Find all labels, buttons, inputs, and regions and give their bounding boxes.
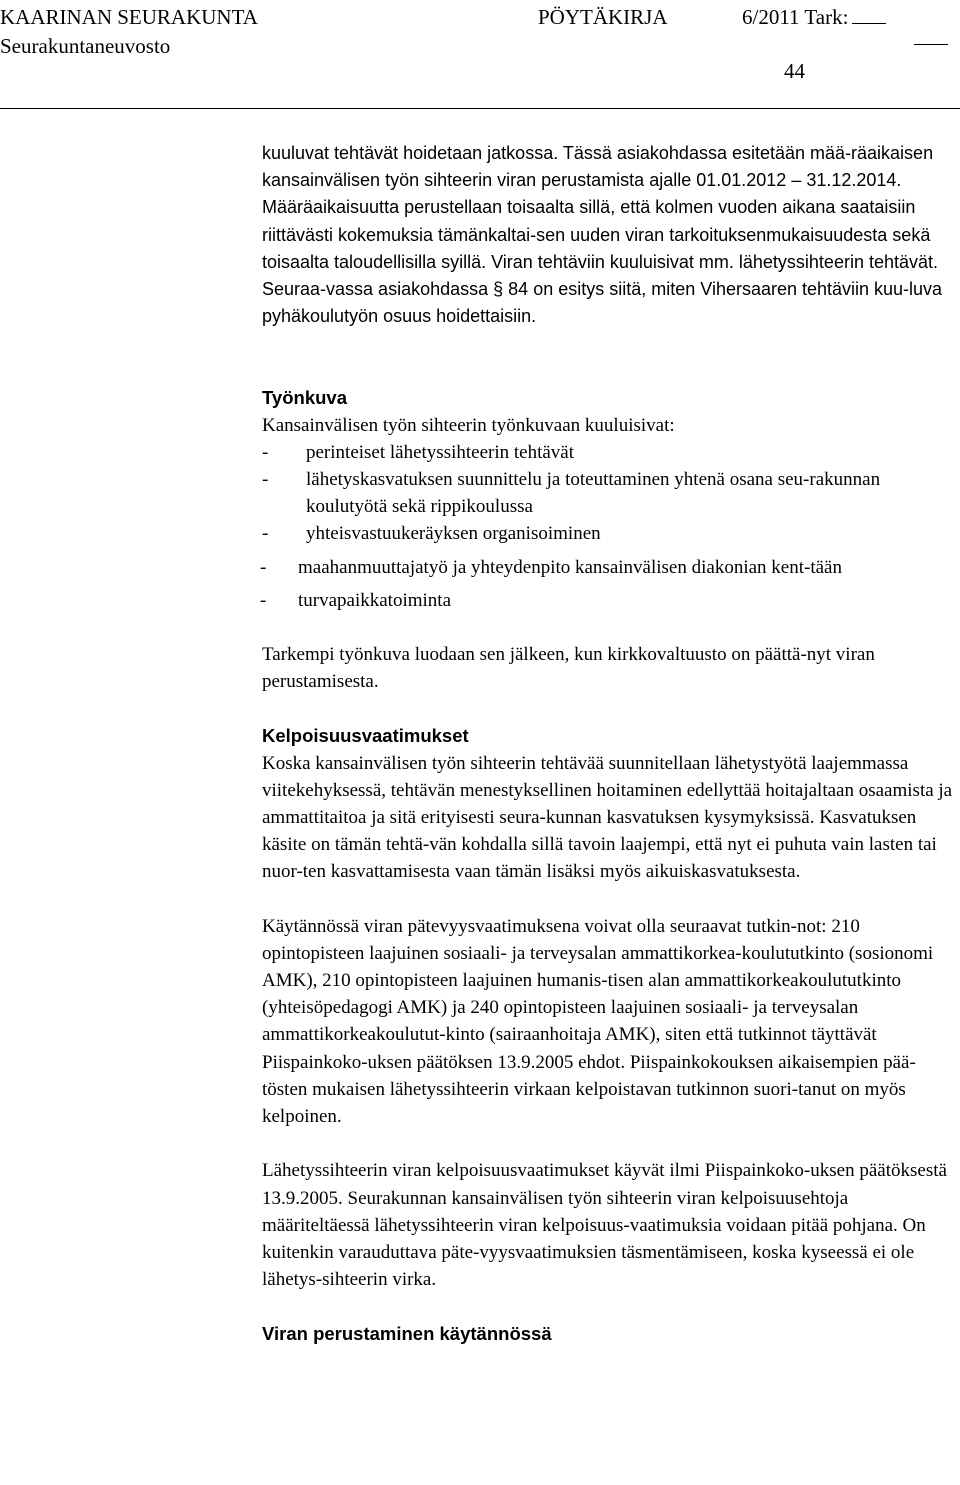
section-symbol: § [493, 279, 504, 300]
intro-text-1: kuuluvat tehtävät hoidetaan jatkossa. Tässä asiakohdassa esitetään mää-räaikaisen kansainvälisen työn sihteerin viran perustamista ajalle 01.01.2012 – 31.12.2014. Määräaikaisuutta perustellaan toisaalta sillä, että kolmen vuoden aikana saataisiin riittävästi kokemuksia tämänkaltai-sen uuden viran tarkoituksenmukaisuudesta sekä toisaalta taloudellisilla syillä. Viran tehtäviin kuuluisivat mm. lähetyssihteerin tehtävät. Seuraa-vassa asiakohdassa [262, 143, 939, 300]
qualifications-paragraph-1: Koska kansainvälisen työn sihteerin tehtävää suunnitellaan lähetystyötä laajemmassa viitekehyksessä, tehtävän menestyksellinen hoitaminen edellyttää hoitajaltaan osaamista ja ammattitaitoa ja sitä erityisesti seura-kunnan kasvatuksen kysymyksissä. Kasvatuksen käsite on tämän tehtä-vän kohdalla sillä tavoin laajempi, että nyt ei puhuta vain lasten tai nuor-ten kasvattamisesta vaan tämän lisäksi myös aikuiskasvatuksesta. [262, 752, 953, 883]
header-rule [0, 108, 960, 109]
job-description-list [262, 439, 956, 614]
page-number: 44 [784, 59, 805, 83]
job-description-heading: Työnkuva [262, 387, 347, 409]
signature-blank-2 [914, 44, 948, 45]
list-item: - perinteiset lähetyssihteerin tehtävät [262, 439, 956, 466]
document-number-text: 6/2011 Tark: [742, 5, 849, 29]
list-item: - turvapaikkatoiminta [262, 587, 956, 614]
document-type: PÖYTÄKIRJA [538, 5, 668, 29]
job-description-closing: Tarkempi työnkuva luodaan sen jälkeen, kun kirkkovaltuusto on päättä-nyt viran perustamisesta. [262, 644, 875, 693]
qualifications-paragraph-3: Lähetyssihteerin viran kelpoisuusvaatimukset käyvät ilmi Piispainkoko-uksen päätöksestä 13.9.2005. Seurakunnan kansainvälisen työn sihteerin viran kelpoisuusehtoja määriteltäessä lähetyssihteerin viran kelpoisuus-vaatimuksia voidaan pitää pohjana. On kuitenkin varauduttava päte-vyysvaatimuksien täsmentämiseen, koska kyseessä ei ole lähetys-sihteerin virka. [262, 1160, 947, 1291]
qualifications-paragraph-2: Käytännössä viran pätevyysvaatimuksena voivat olla seuraavat tutkin-not: 210 opintopisteen laajuinen sosiaali- ja terveysalan ammattikorkea-koulututkinto (sosionomi AMK), 210 opintopisteen laajuinen humanis-tisen alan ammattikorkeakoulututkinto (yhteisöpedagogi AMK) ja 240 opintopisteen laajuinen sosiaali- ja terveysalan ammattikorkeakoulutut-kinto (sairaanhoitaja AMK), siten että tutkinnot täyttävät Piispainkoko-uksen päätöksen 13.9.2005 ehdot. Piispainkokouksen aikaisempien pää-tösten mukaisen lähetyssihteerin virkaan kelpoistavan tutkinnon suori-tanut on myös kelpoinen. [262, 915, 934, 1128]
list-item: - maahanmuuttajatyö ja yhteydenpito kansainvälisen diakonian kent-tään [262, 554, 956, 581]
document-number [742, 4, 886, 30]
page-content [262, 140, 956, 1348]
dash-bullet: - [262, 523, 269, 545]
next-section-heading: Viran perustaminen käytännössä [262, 1323, 552, 1345]
dash-bullet: - [260, 589, 267, 611]
qualifications-heading: Kelpoisuusvaatimukset [262, 725, 469, 747]
intro-paragraph [262, 140, 956, 330]
governing-body: Seurakuntaneuvosto [0, 34, 171, 58]
signature-blank [852, 5, 886, 24]
job-description-lead: Kansainvälisen työn sihteerin työnkuvaan kuuluisivat: [262, 414, 675, 436]
list-item: - lähetyskasvatuksen suunnittelu ja toteuttaminen yhtenä osana seu-rakunnan koulutyötä sekä rippikoulussa [262, 466, 956, 520]
dash-bullet: - [262, 441, 269, 463]
dash-bullet: - [260, 556, 267, 578]
intro-text-2: 84 on esitys siitä, miten Vihersaaren tehtäviin kuu-luva pyhäkoulutyön osuus hoidettaisiin. [262, 279, 943, 327]
organization-name: KAARINAN SEURAKUNTA [0, 5, 258, 29]
dash-bullet: - [262, 469, 269, 491]
list-item: - yhteisvastuukeräyksen organisoiminen [262, 520, 956, 547]
